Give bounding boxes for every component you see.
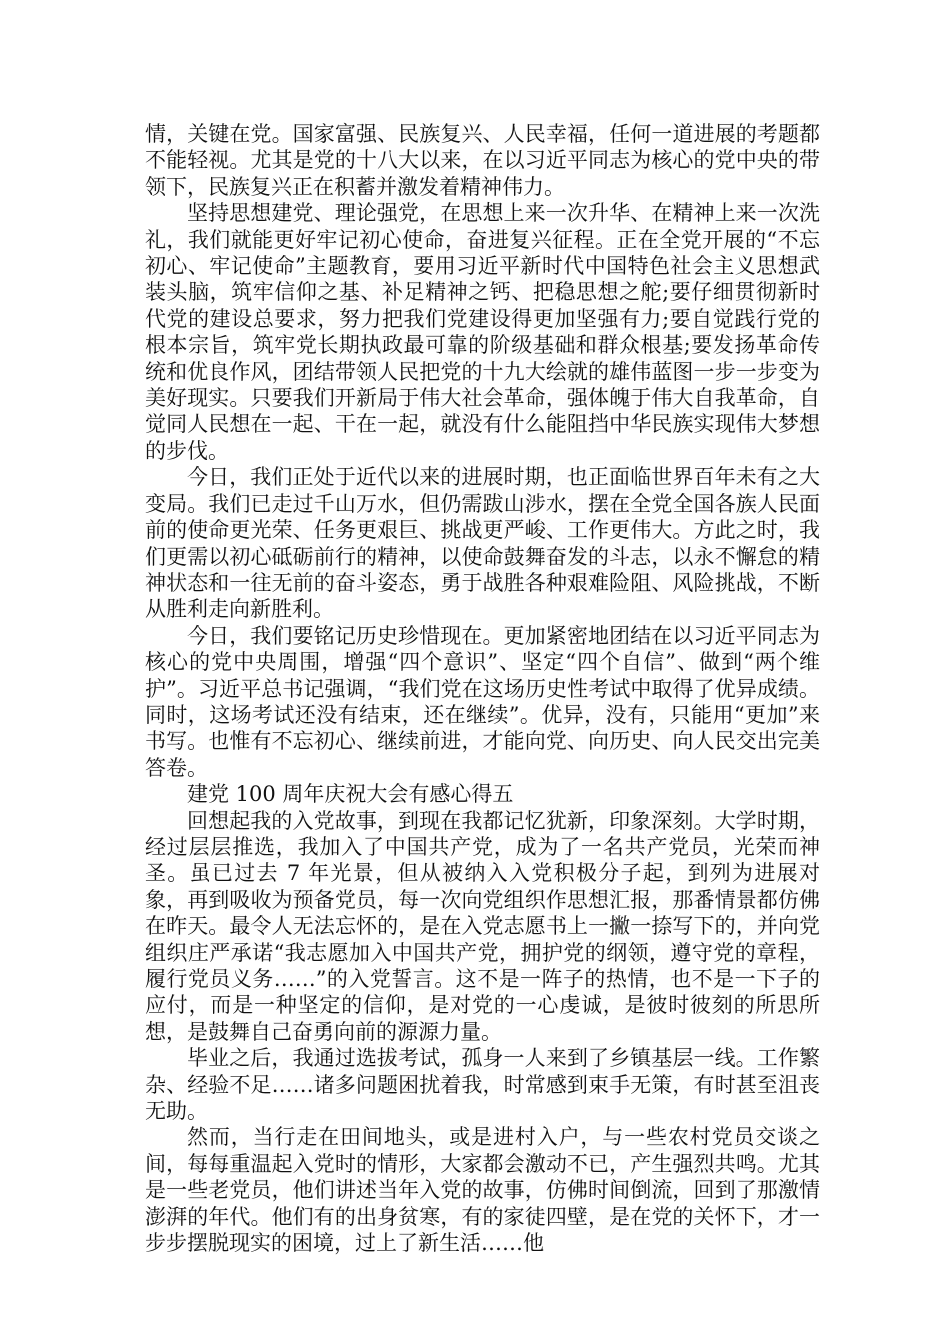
paragraph-4: 今日，我们要铭记历史珍惜现在。更加紧密地团结在以习近平同志为核心的党中央周围，增强“四个意识”、坚定“四个自信”、做到“两个维护”。习近平总书记强调，“我们党在这场历史性考试中取得了优异成绩。同时，这场考试还没有结束，还在继续”。优异，没有，只能用“更加”来书写。也惟有不忘初心、继续前进，才能向党、向历史、向人民交出完美答卷。 <box>145 623 820 780</box>
paragraph-3: 今日，我们正处于近代以来的进展时期，也正面临世界百年未有之大变局。我们已走过千山万水，但仍需跋山涉水，摆在全党全国各族人民面前的使命更光荣、任务更艰巨、挑战更严峻、工作更伟大。方此之时，我们更需以初心砥砺前行的精神，以使命鼓舞奋发的斗志，以永不懈怠的精神状态和一往无前的奋斗姿态，勇于战胜各种艰难险阻、风险挑战，不断从胜利走向新胜利。 <box>145 465 820 622</box>
section-heading: 建党 100 周年庆祝大会有感心得五 <box>187 782 514 807</box>
paragraph-5: 回想起我的入党故事，到现在我都记忆犹新，印象深刻。大学时期，经过层层推选，我加入了中国共产党，成为了一名共产党员，光荣而神圣。虽已过去 7 年光景，但从被纳入入党积极分子起，到列为进展对象，再到吸收为预备党员，每一次向党组织作思想汇报，那番情景都仿佛在昨天。最令人无法忘怀的，是在入党志愿书上一撇一捺写下的，并向党组织庄严承诺“我志愿加入中国共产党，拥护党的纲领，遵守党的章程，履行党员义务……”的入党誓言。这不是一阵子的热情，也不是一下子的应付，而是一种坚定的信仰，是对党的一心虔诚，是彼时彼刻的所思所想，是鼓舞自己奋勇向前的源源力量。 <box>145 808 820 1044</box>
paragraph-7: 然而，当行走在田间地头，或是进村入户，与一些农村党员交谈之间，每每重温起入党时的情形，大家都会激动不已，产生强烈共鸣。尤其是一些老党员，他们讲述当年入党的故事，仿佛时间倒流，回到了那激情澎湃的年代。他们有的出身贫寒，有的家徒四壁，是在党的关怀下，才一步步摆脱现实的困境，过上了新生活……他 <box>145 1125 820 1256</box>
paragraph-1: 情，关键在党。国家富强、民族复兴、人民幸福，任何一道进展的考题都不能轻视。尤其是党的十八大以来，在以习近平同志为核心的党中央的带领下，民族复兴正在积蓄并激发着精神伟力。 <box>145 122 820 199</box>
document-body <box>145 121 820 1256</box>
paragraph-6: 毕业之后，我通过选拔考试，孤身一人来到了乡镇基层一线。工作繁杂、经验不足……诸多问题困扰着我，时常感到束手无策，有时甚至沮丧无助。 <box>145 1046 820 1124</box>
paragraph-2: 坚持思想建党、理论强党，在思想上来一次升华、在精神上来一次洗礼，我们就能更好牢记初心使命，奋进复兴征程。正在全党开展的“不忘初心、牢记使命”主题教育，要用习近平新时代中国特色社会主义思想武装头脑，筑牢信仰之基、补足精神之钙、把稳思想之舵;要仔细贯彻新时代党的建设总要求，努力把我们党建设得更加坚强有力;要自觉践行党的根本宗旨，筑牢党长期执政最可靠的阶级基础和群众根基;要发扬革命传统和优良作风，团结带领人民把党的十九大绘就的雄伟蓝图一步一步变为美好现实。只要我们开新局于伟大社会革命，强体魄于伟大自我革命，自觉同人民想在一起、干在一起，就没有什么能阻挡中华民族实现伟大梦想的步伐。 <box>145 201 820 463</box>
